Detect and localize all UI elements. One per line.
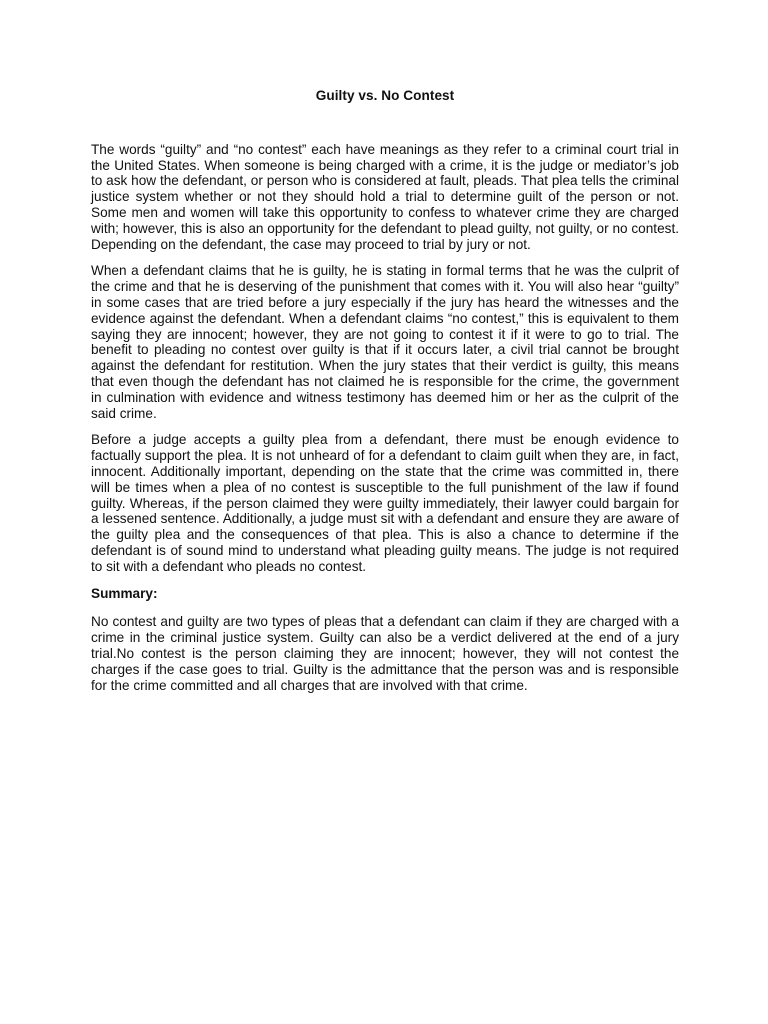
paragraph-introduction: The words “guilty” and “no contest” each have meanings as they refer to a criminal court trial in the United States. When someone is being charged with a crime, it is the judge or mediator’s job to ask how the defendant, or person who is considered at fault, pleads. That plea tells the criminal justice system whether or not they should hold a trial to determine guilt of the person or not. Some men and women will take this opportunity to confess to whatever crime they are charged with; however, this is also an opportunity for the defendant to plead guilty, not guilty, or no contest. Depending on the defendant, the case may proceed to trial by jury or not. <box>91 141 679 252</box>
summary-heading: Summary: <box>91 585 158 601</box>
paragraph-plea-acceptance: Before a judge accepts a guilty plea from a defendant, there must be enough evidence to factually support the plea. It is not unheard of for a defendant to claim guilt when they are, in fact, innocent. Additionally important, depending on the state that the crime was committed in, there will be times when a plea of no contest is susceptible to the full punishment of the law if found guilty. Whereas, if the person claimed they were guilty immediately, their lawyer could bargain for a lessened sentence. Additionally, a judge must sit with a defendant and ensure they are aware of the guilty plea and the consequences of that plea. This is also a chance to determine if the defendant is of sound mind to understand what pleading guilty means. The judge is not required to sit with a defendant who pleads no contest. <box>91 432 679 574</box>
paragraph-guilty-vs-no-contest: When a defendant claims that he is guilty, he is stating in formal terms that he was the culprit of the crime and that he is deserving of the punishment that comes with it. You will also hear “guilty” in some cases that are tried before a jury especially if the jury has heard the witnesses and the evidence against the defendant. When a defendant claims “no contest,” this is equivalent to them saying they are innocent; however, they are not going to contest it if it were to go to trial. The benefit to pleading no contest over guilty is that if it occurs later, a civil trial cannot be brought against the defendant for restitution. When the jury states that their verdict is guilty, this means that even though the defendant has not claimed he is responsible for the crime, the government in culmination with evidence and witness testimony has deemed him or her as the culprit of the said crime. <box>91 263 679 421</box>
document-title: Guilty vs. No Contest <box>315 88 455 103</box>
summary-paragraph: No contest and guilty are two types of pleas that a defendant can claim if they are charged with a crime in the criminal justice system. Guilty can also be a verdict delivered at the end of a jury trial.No contest is the person claiming they are innocent; however, they will not contest the charges if the case goes to trial. Guilty is the admittance that the person was and is responsible for the crime committed and all charges that are involved with that crime. <box>91 614 679 693</box>
document-body <box>91 88 679 704</box>
